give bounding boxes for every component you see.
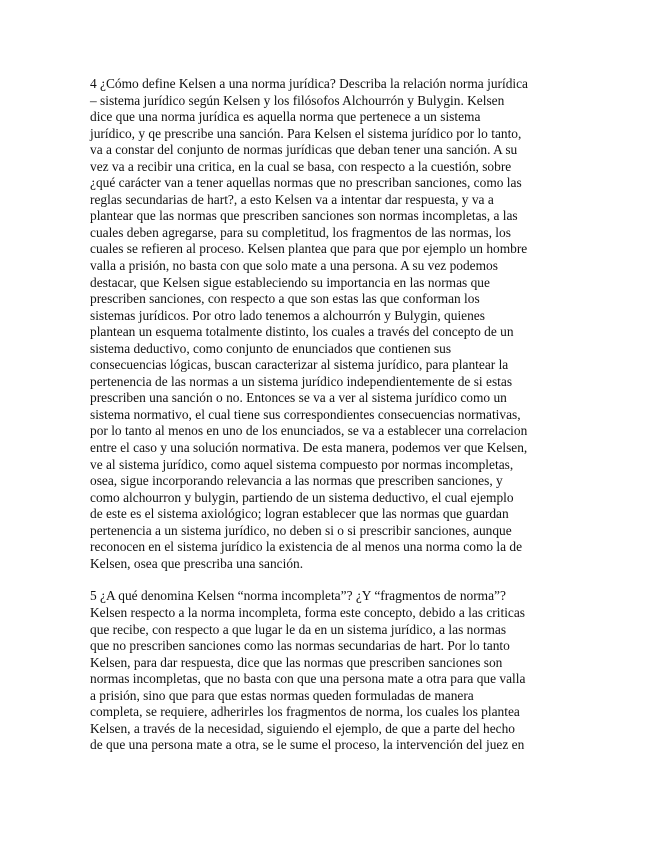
text-line: como alchourron y bulygin, partiendo de un sistema deductivo, el cual ejemplo [90,489,514,505]
text-line: destacar, que Kelsen sigue estableciendo su importancia en las normas que [90,274,490,290]
text-line: de este es el sistema axiológico; logran establecer que las normas que guardan [90,506,509,522]
text-line: prescriben sanciones, con respecto a que son estas las que conforman los [90,291,480,307]
text-line: entre el caso y una solución normativa. De esta manera, podemos ver que Kelsen, [90,440,528,456]
text-line: que no prescriben sanciones como las normas secundarias de hart. Por lo tanto [90,638,510,654]
text-line: reconocen en el sistema jurídico la existencia de al menos una norma como la de [90,539,523,555]
text-line: Kelsen respecto a la norma incompleta, forma este concepto, debido a las criticas [90,604,526,620]
text-line: Kelsen, a través de la necesidad, siguiendo el ejemplo, de que a parte del hecho [90,720,515,736]
text-line: Kelsen, para dar respuesta, dice que las normas que prescriben sanciones son [90,654,503,670]
text-line: osea, sigue incorporando relevancia a las normas que prescriben sanciones, y [90,473,503,489]
text-line: ve al sistema jurídico, como aquel sistema compuesto por normas incompletas, [90,456,514,472]
text-line: ¿qué carácter van a tener aquellas normas que no prescriban sanciones, como las [90,175,522,191]
text-line: cuales se refieren al proceso. Kelsen plantea que para que por ejemplo un hombre [90,241,528,257]
text-line: pertenencia de las normas a un sistema jurídico independientemente de si estas [90,373,513,389]
text-line: valla a prisión, no basta con que solo mate a una persona. A su vez podemos [90,258,498,274]
paragraph-spacer [90,572,590,588]
text-line: sistema deductivo, como conjunto de enunciados que contienen sus [90,340,452,356]
paragraph-question-4 [90,76,590,572]
text-line: 4 ¿Cómo define Kelsen a una norma jurídica? Describa la relación norma jurídica [90,76,528,91]
text-line: por lo tanto al menos en uno de los enunciados, se va a establecer una correlacion [90,423,528,439]
text-line: a prisión, sino que para que estas normas queden formuladas de manera [90,687,474,703]
text-line: plantear que las normas que prescriben sanciones son normas incompletas, a las [90,208,518,224]
text-line: normas incompletas, que no basta con que una persona mate a otra para que valla [90,671,526,687]
text-line: Kelsen, osea que prescriba una sanción. [90,555,304,571]
text-line: reglas secundarias de hart?, a esto Kelsen va a intentar dar respuesta, y va a [90,191,494,207]
text-line: vez va a recibir una critica, en la cual se basa, con respecto a la cuestión, sobre [90,158,512,174]
text-line: que recibe, con respecto a que lugar le da en un sistema jurídico, a las normas [90,621,507,637]
text-line: – sistema jurídico según Kelsen y los filósofos Alchourrón y Bulygin. Kelsen [90,92,505,108]
text-line: completa, se requiere, adherirles los fragmentos de norma, los cuales los plantea [90,704,520,720]
text-line: consecuencias lógicas, buscan caracterizar al sistema jurídico, para plantear la [90,357,509,373]
document-body [90,76,590,754]
text-line: pertenencia a un sistema jurídico, no deben si o si prescribir sanciones, aunque [90,522,512,538]
text-line: prescriben una sanción o no. Entonces se va a ver al sistema jurídico como un [90,390,507,406]
text-line: sistemas jurídicos. Por otro lado tenemos a alchourrón y Bulygin, quienes [90,307,485,323]
text-line: jurídico, y qe prescribe una sanción. Para Kelsen el sistema jurídico por lo tanto, [90,125,522,141]
text-line: dice que una norma jurídica es aquella norma que pertenece a un sistema [90,109,481,125]
text-line: va a constar del conjunto de normas jurídicas que deban tener una sanción. A su [90,142,518,158]
paragraph-question-5 [90,588,590,753]
text-line: plantean un esquema totalmente distinto, los cuales a través del concepto de un [90,324,514,340]
text-line: sistema normativo, el cual tiene sus correspondientes consecuencias normativas, [90,406,521,422]
text-line: cuales deben agregarse, para su completitud, los fragmentos de las normas, los [90,224,511,240]
text-line: 5 ¿A qué denomina Kelsen “norma incompleta”? ¿Y “fragmentos de norma”? [90,588,506,604]
text-line: de que una persona mate a otra, se le sume el proceso, la intervención del juez en [90,737,525,753]
